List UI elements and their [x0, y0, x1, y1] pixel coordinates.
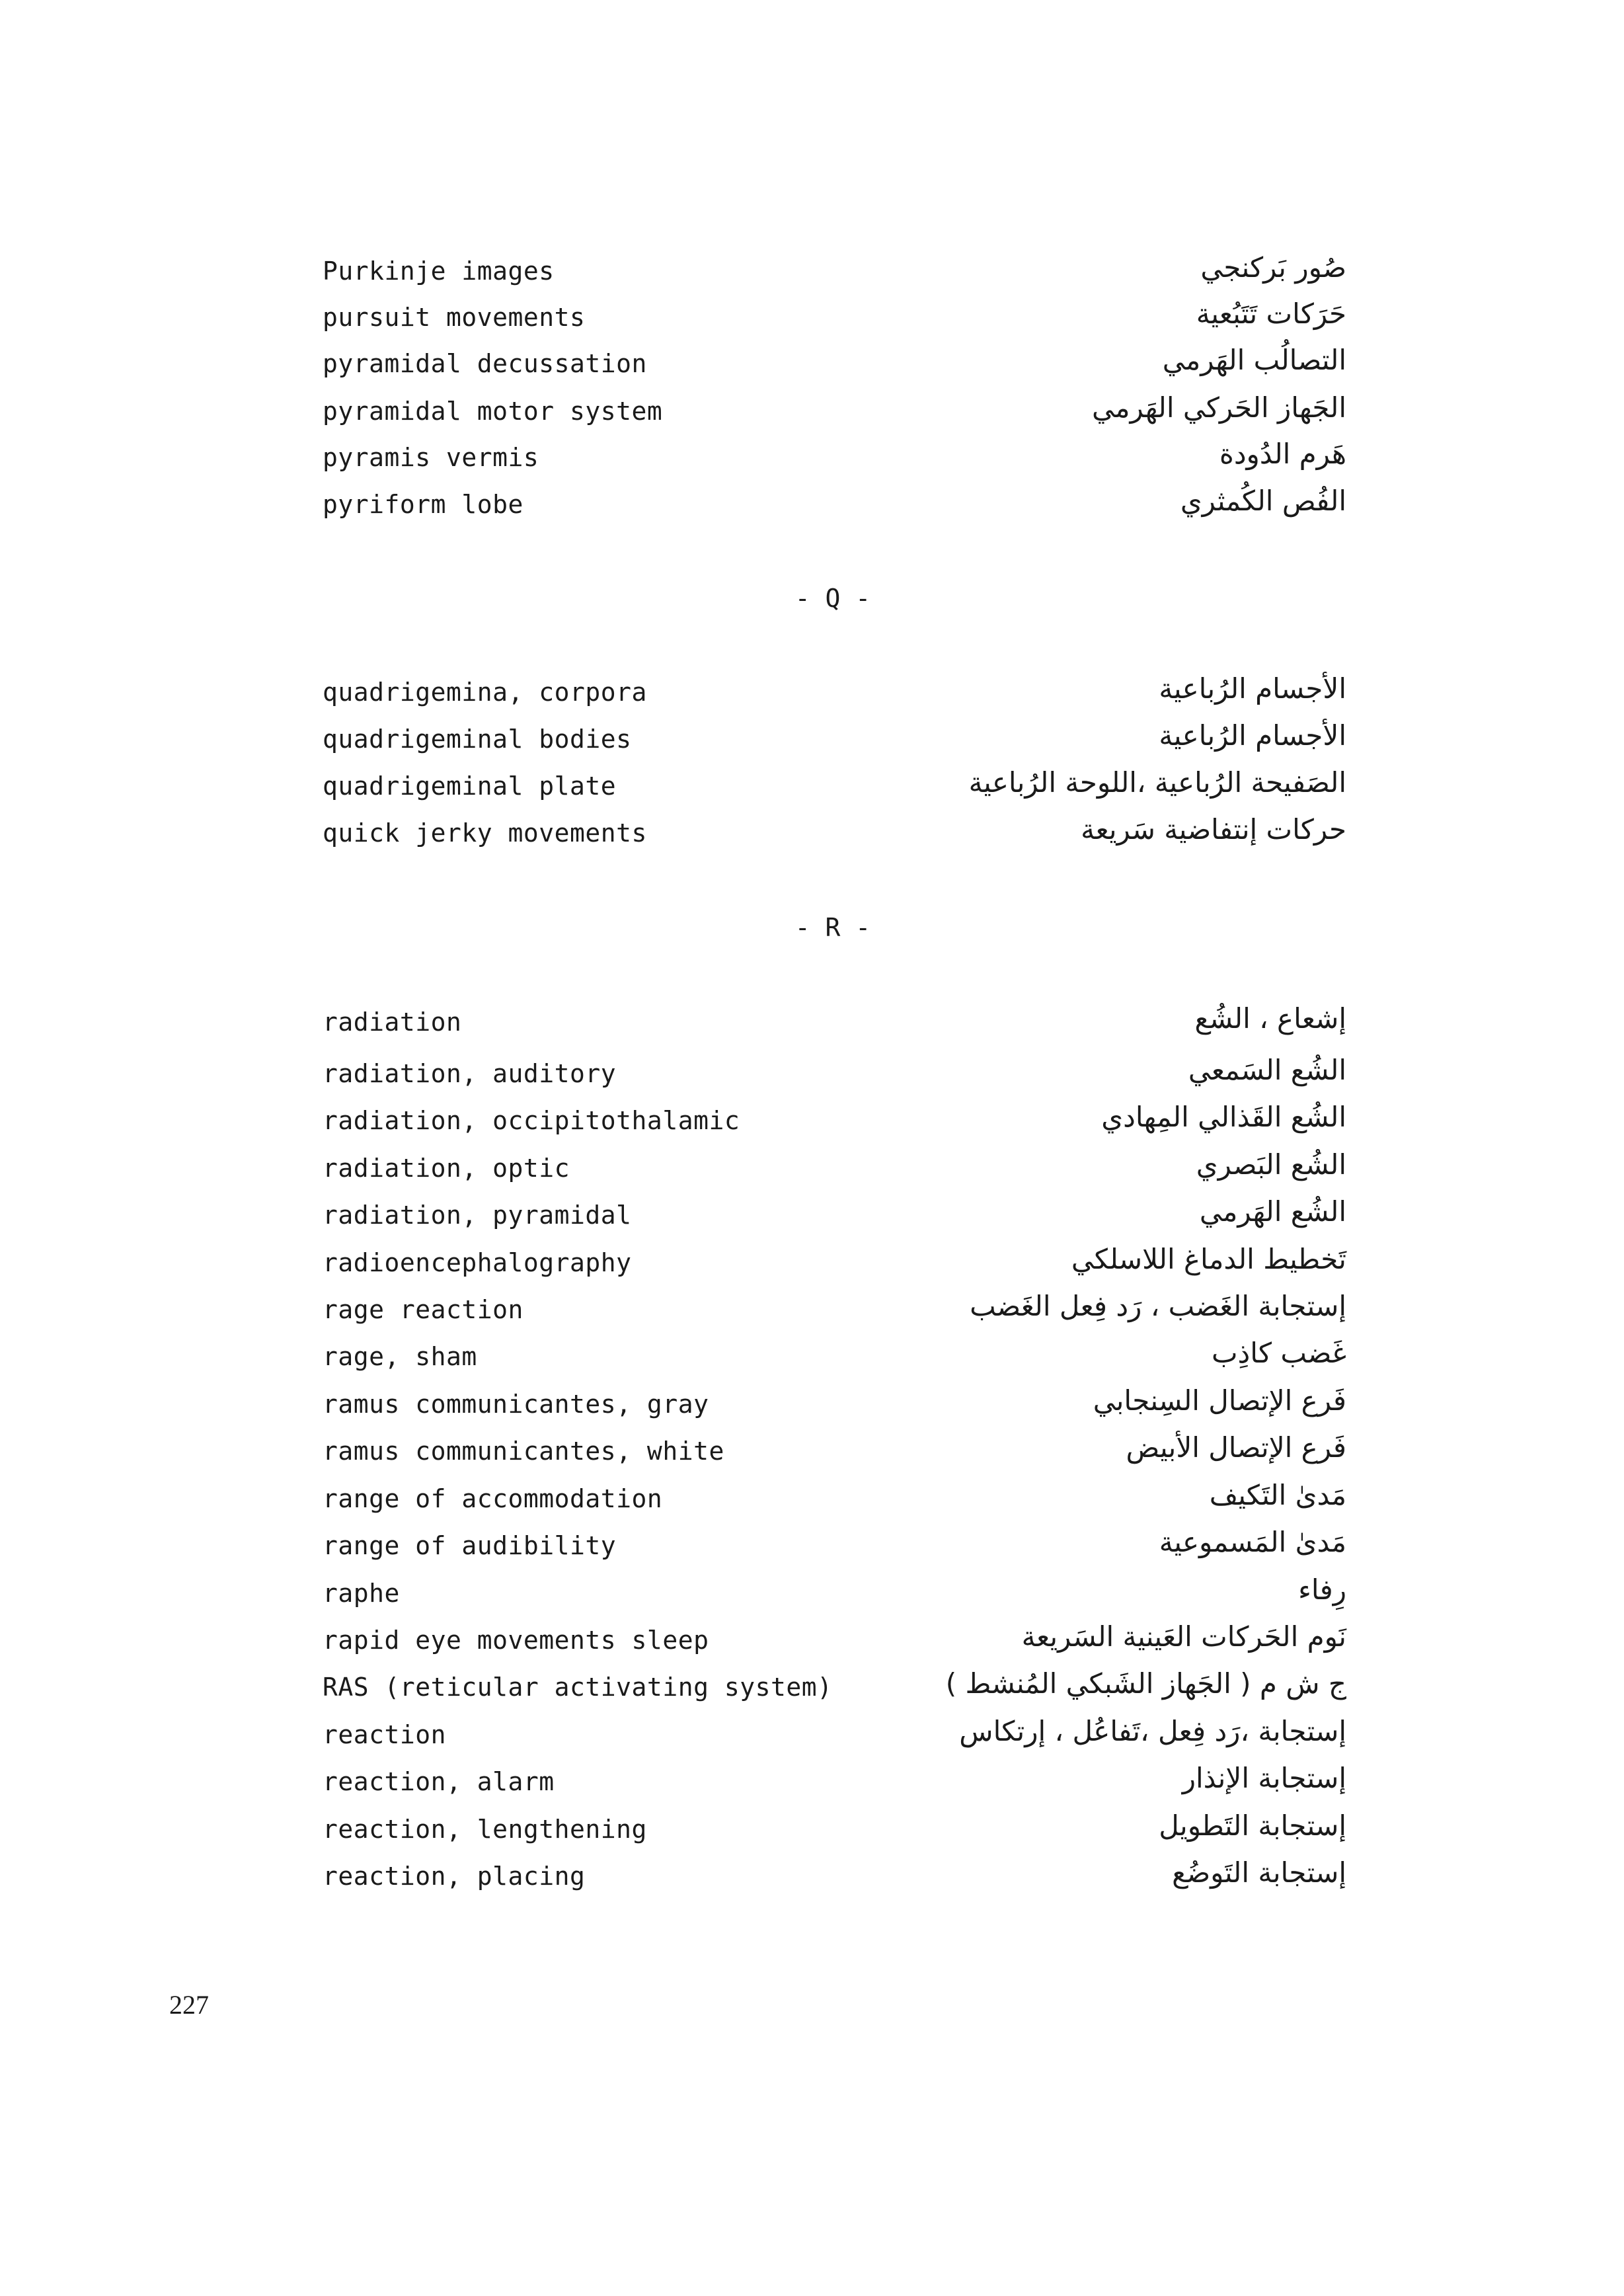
term-en: quick jerky movements	[323, 818, 647, 848]
term-en: pyriform lobe	[323, 490, 523, 519]
term-en: range of accommodation	[323, 1484, 663, 1513]
term-ar: إستجابة ،رَد فِعل ،تَفاعُل ، إرتكاس	[959, 1715, 1346, 1747]
term-en: quadrigeminal bodies	[323, 725, 632, 754]
term-en: quadrigemina, corpora	[323, 678, 647, 707]
term-ar: فَرع الإتصال السِنجابي	[1093, 1384, 1346, 1417]
term-en: radiation, pyramidal	[323, 1201, 632, 1230]
term-en: rage reaction	[323, 1295, 523, 1324]
term-en: rage, sham	[323, 1342, 477, 1371]
term-en: radiation	[323, 1008, 462, 1037]
page-number: 227	[169, 1990, 209, 2020]
term-en: range of audibility	[323, 1531, 617, 1560]
term-ar: الأجسام الرُباعية	[1159, 672, 1346, 705]
term-ar: إستجابة التَوضُع	[1172, 1856, 1346, 1889]
term-ar: غَضب كاذِب	[1211, 1337, 1346, 1369]
term-ar: الشُع الهَرمي	[1199, 1195, 1346, 1228]
term-en: radiation, occipitothalamic	[323, 1106, 740, 1135]
term-ar: تَخطيط الدماغ اللاسلكي	[1071, 1243, 1346, 1275]
term-en: reaction, lengthening	[323, 1815, 647, 1844]
term-ar: مَدىٰ المَسموعية	[1159, 1526, 1346, 1558]
term-ar: الأجسام الرُباعية	[1159, 719, 1346, 752]
term-ar: إستجابة التَطويل	[1159, 1809, 1346, 1842]
term-en: reaction, placing	[323, 1862, 586, 1891]
term-ar: الشُع القَذالي المِهادي	[1101, 1101, 1346, 1133]
term-en: Purkinje images	[323, 257, 555, 286]
term-en: pyramidal decussation	[323, 349, 647, 378]
term-en: radiation, optic	[323, 1154, 570, 1183]
term-en: ramus communicantes, gray	[323, 1390, 709, 1419]
term-ar: الشُع السَمعي	[1188, 1054, 1346, 1086]
term-ar: ج ش م ( الجَهاز الشَبكي المُنشط )	[945, 1667, 1346, 1700]
arabic-column	[752, 0, 1346, 2296]
term-ar: مَدىٰ التَكيف	[1209, 1479, 1346, 1511]
term-en: pyramis vermis	[323, 443, 539, 472]
term-en: raphe	[323, 1579, 400, 1608]
term-en: pursuit movements	[323, 303, 586, 332]
term-en: reaction	[323, 1720, 447, 1749]
term-en: radiation, auditory	[323, 1059, 617, 1088]
term-ar: نَوم الحَركات العَينية السَريعة	[1021, 1620, 1346, 1653]
term-en: radioencephalography	[323, 1248, 632, 1277]
term-ar: إشعاع ، الشُع	[1194, 1002, 1346, 1035]
term-ar: إستجابة الإنذار	[1182, 1762, 1346, 1794]
term-ar: حَرَكات تَتَبُعية	[1196, 297, 1346, 330]
term-en: reaction, alarm	[323, 1767, 555, 1796]
term-ar: الشُع البَصري	[1196, 1148, 1346, 1181]
section-heading-r: - R -	[794, 913, 871, 942]
term-en: rapid eye movements sleep	[323, 1626, 709, 1655]
term-ar: التصالُب الهَرمي	[1162, 344, 1346, 376]
term-en: RAS (reticular activating system)	[323, 1673, 833, 1702]
term-ar: صُور بَركنجي	[1200, 251, 1346, 284]
term-en: ramus communicantes, white	[323, 1437, 724, 1466]
term-en: pyramidal motor system	[323, 397, 663, 426]
term-ar: الفُص الكُمثري	[1180, 485, 1346, 517]
section-heading-q: - Q -	[794, 584, 871, 613]
term-ar: الجَهاز الحَركي الهَرمي	[1092, 391, 1346, 424]
term-ar: إستجابة الغَضب ، رَد فِعل الغَضب	[970, 1290, 1346, 1322]
term-ar: فَرع الإتصال الأبيض	[1126, 1431, 1346, 1464]
term-ar: الصَفيحة الرُباعية ،اللوحة الرُباعية	[968, 766, 1346, 799]
term-ar: هَرم الدُودة	[1219, 438, 1346, 470]
term-en: quadrigeminal plate	[323, 772, 617, 801]
term-ar: حركات إنتفاضية سَريعة	[1081, 813, 1346, 846]
term-ar: رِفاء	[1298, 1573, 1346, 1606]
